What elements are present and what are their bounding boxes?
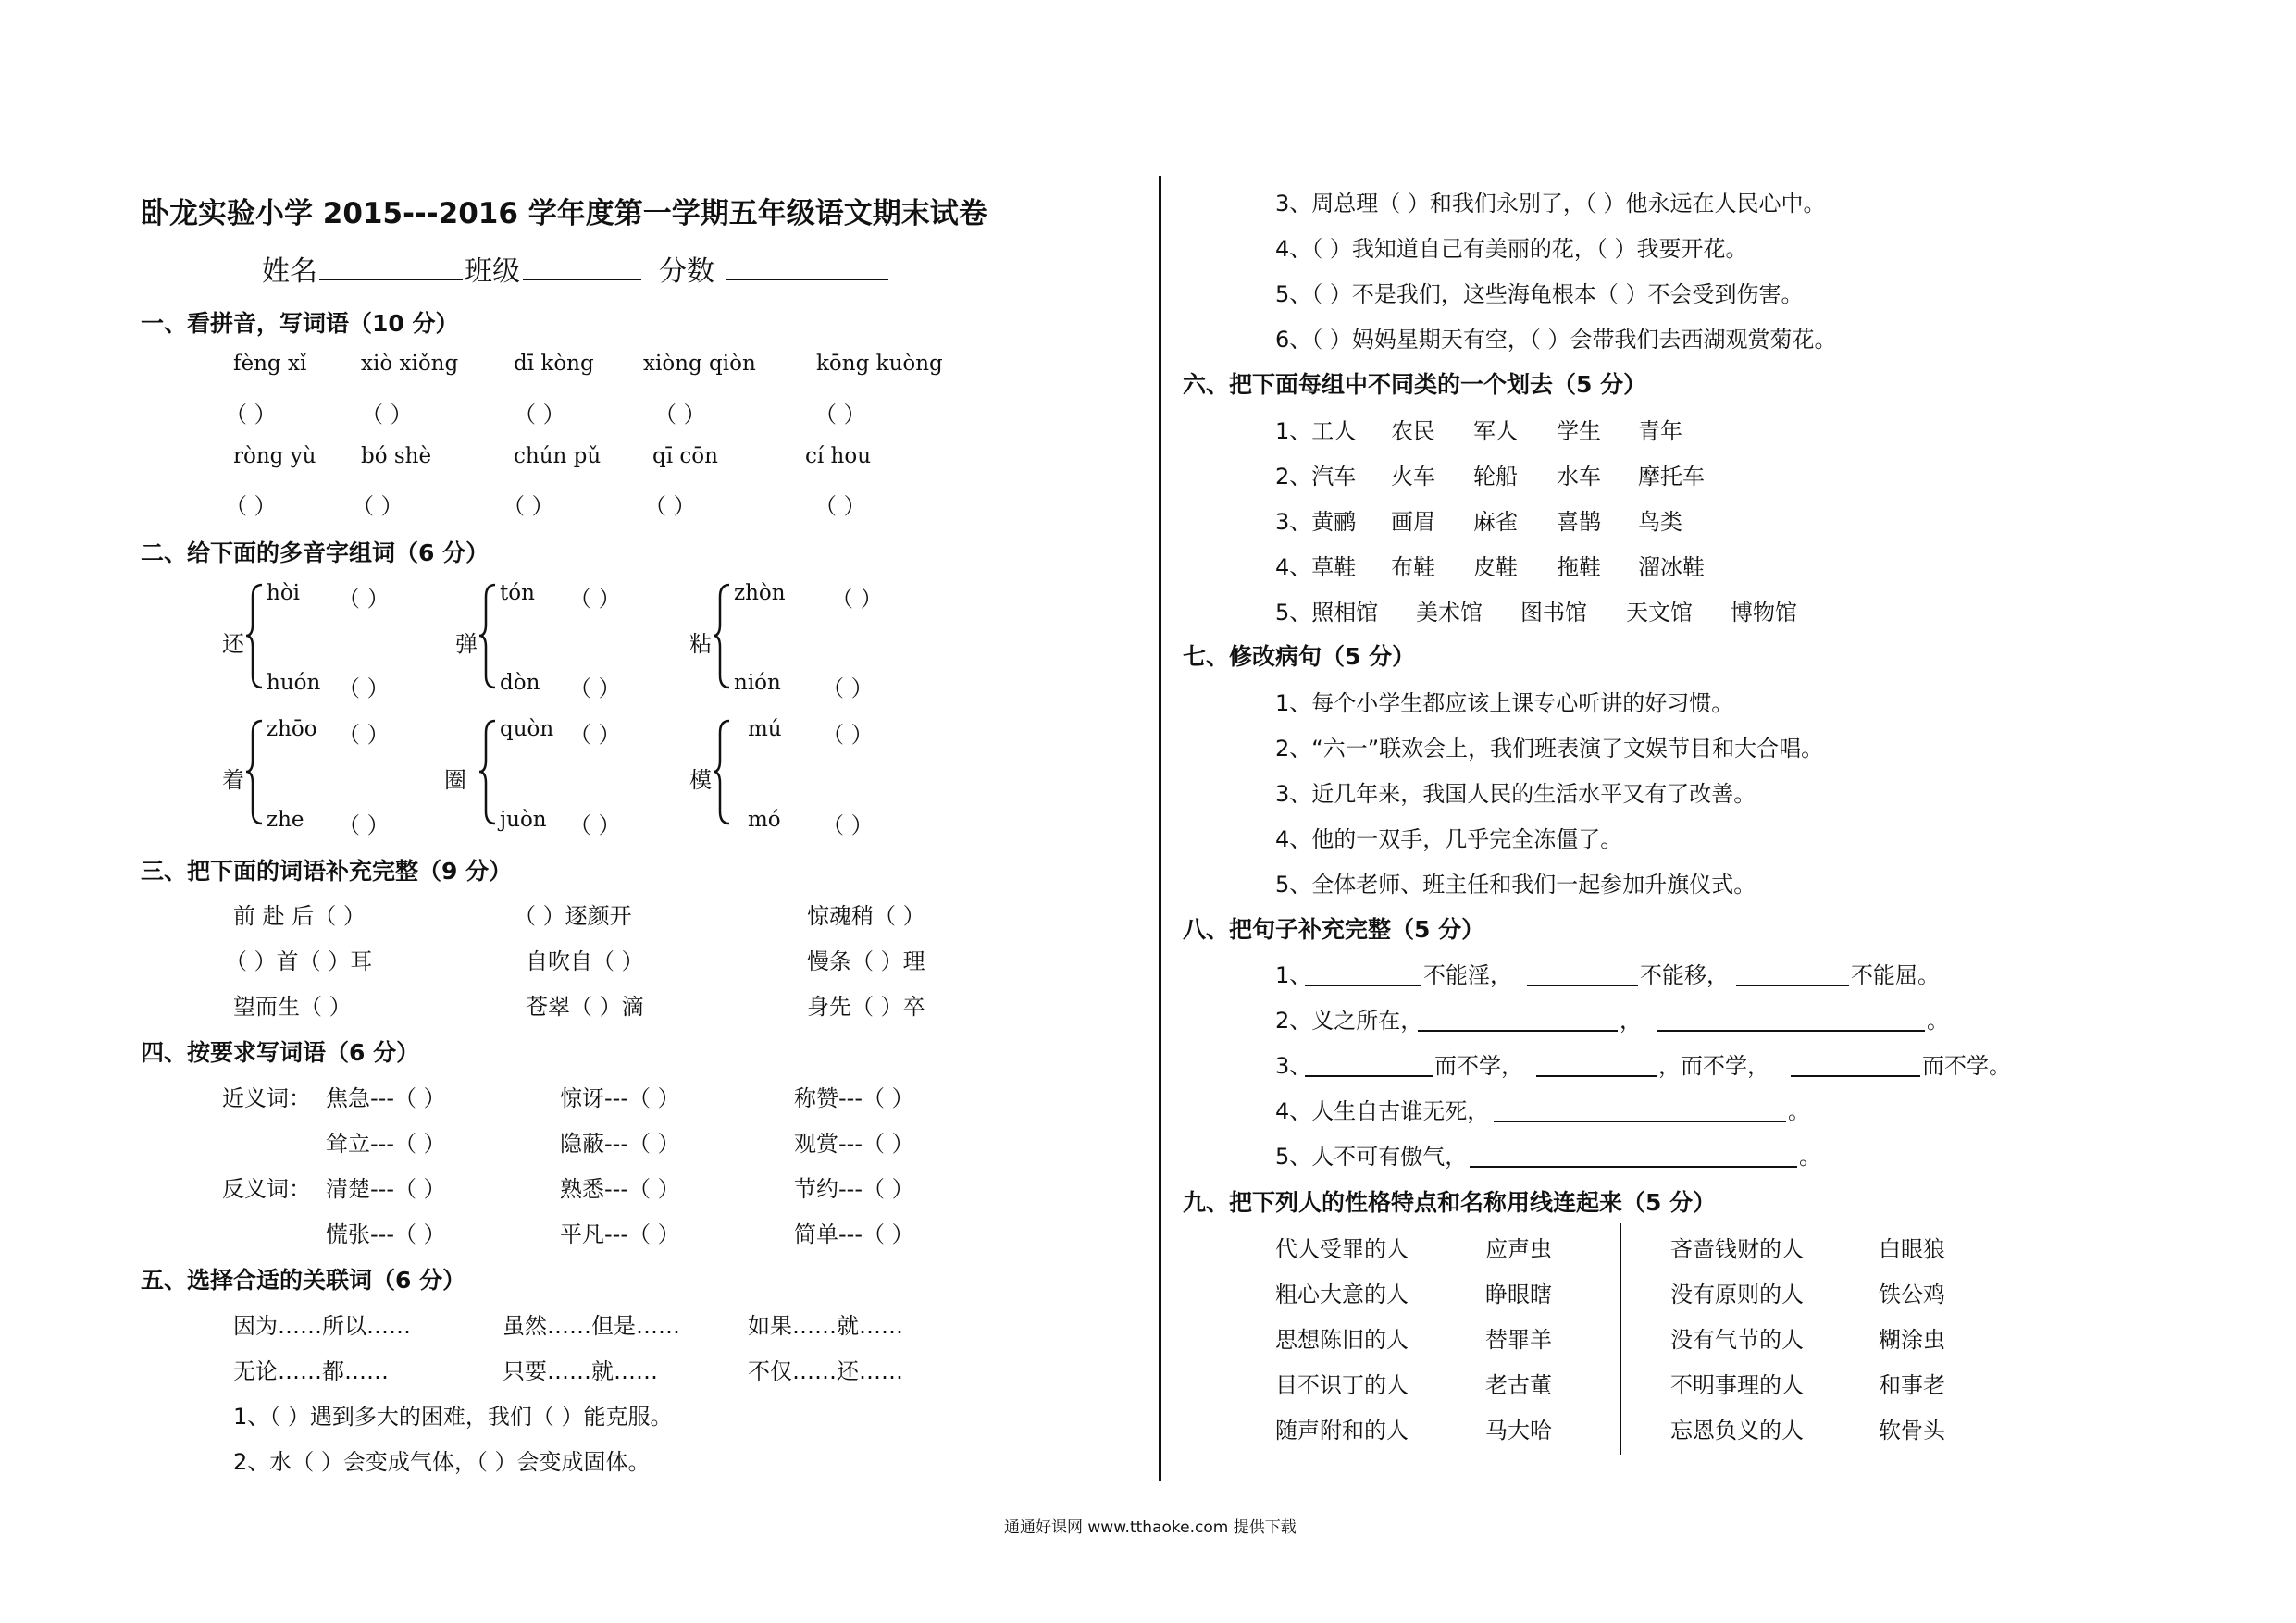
polyphone-char: 着 (222, 767, 244, 793)
answer-paren[interactable]: （ ） (338, 675, 390, 701)
group-item[interactable]: 摩托车 (1638, 464, 1705, 489)
nickname-item[interactable]: 老古董 (1485, 1372, 1552, 1398)
pinyin-top: quòn (500, 717, 554, 741)
word-item[interactable]: 慌张---（ ） (326, 1221, 446, 1247)
question-item[interactable]: 4、（ ）我知道自己有美丽的花，（ ）我要开花。 (1275, 236, 1748, 262)
idiom-item[interactable]: 慢条（ ）理 (807, 948, 925, 974)
word-item[interactable]: 清楚---（ ） (326, 1176, 446, 1202)
question-item[interactable]: 5、（ ）不是我们，这些海龟根本（ ）不会受到伤害。 (1275, 281, 1804, 307)
idiom-item[interactable]: 自吹自（ ） (526, 948, 644, 974)
fill-blank[interactable] (1305, 1075, 1433, 1077)
nickname-item[interactable]: 白眼狼 (1879, 1236, 1945, 1262)
answer-paren[interactable]: （ ） (338, 586, 390, 612)
pinyin-item: fèng xǐ (233, 352, 307, 376)
polyphone-char: 模 (689, 767, 712, 793)
conjunction-pair: 如果……就…… (748, 1313, 903, 1339)
section-2-heading: 二、给下面的多音字组词（6 分） (141, 539, 490, 566)
answer-paren[interactable]: （ ） (644, 493, 696, 519)
pinyin-bottom: nión (734, 671, 781, 695)
idiom-item[interactable]: （ ）首（ ）耳 (225, 948, 373, 974)
pinyin-top: zhōo (267, 717, 317, 741)
fill-text: 不能淫， (1423, 962, 1512, 988)
question-item[interactable]: 2、水（ ）会变成气体，（ ）会变成固体。 (233, 1449, 651, 1475)
fill-prefix: 5、人不可有傲气， (1275, 1144, 1468, 1170)
nickname-item[interactable]: 铁公鸡 (1879, 1282, 1945, 1307)
pinyin-top: tón (500, 581, 535, 605)
fill-text: 不能屈。 (1851, 962, 1940, 988)
answer-paren[interactable]: （ ） (569, 812, 621, 838)
answer-paren[interactable]: （ ） (569, 586, 621, 612)
pinyin-top: hòi (267, 581, 301, 605)
answer-paren[interactable]: （ ） (514, 402, 565, 427)
sentence-item[interactable]: 4、他的一双手，几乎完全冻僵了。 (1275, 826, 1623, 852)
answer-paren[interactable]: （ ） (225, 493, 277, 519)
nickname-item[interactable]: 睁眼瞎 (1485, 1282, 1552, 1307)
idiom-item[interactable]: 望而生（ ） (233, 994, 352, 1020)
trait-item[interactable]: 目不识丁的人 (1275, 1372, 1409, 1398)
conjunction-pair: 无论……都…… (233, 1358, 389, 1384)
name-label: 姓名 (262, 255, 317, 288)
group-item[interactable]: 天文馆 (1626, 600, 1693, 626)
score-label: 分数 (659, 255, 714, 288)
fill-blank[interactable] (1527, 985, 1638, 986)
question-item[interactable]: 6、（ ）妈妈星期天有空，（ ）会带我们去西湖观赏菊花。 (1275, 327, 1837, 353)
answer-paren[interactable]: （ ） (338, 722, 390, 748)
fill-blank[interactable] (1657, 1030, 1925, 1032)
group-item[interactable]: 2、汽车 (1275, 464, 1357, 489)
section-1-heading: 一、看拼音，写词语（10 分） (141, 310, 459, 337)
group-item[interactable]: 4、草鞋 (1275, 554, 1357, 580)
nickname-item[interactable]: 替罪羊 (1485, 1327, 1552, 1353)
idiom-item[interactable]: （ ）逐颜开 (514, 903, 632, 929)
sentence-item[interactable]: 3、近几年来，我国人民的生活水平又有了改善。 (1275, 781, 1756, 807)
section-6-heading: 六、把下面每组中不同类的一个划去（5 分） (1183, 371, 1647, 398)
name-blank[interactable] (319, 279, 463, 280)
group-item[interactable]: 火车 (1391, 464, 1435, 489)
pinyin-item: xiòng qiòn (643, 352, 756, 376)
pinyin-bottom: juòn (500, 808, 547, 832)
answer-paren[interactable]: （ ） (225, 402, 277, 427)
word-item[interactable]: 熟悉---（ ） (560, 1176, 680, 1202)
answer-paren[interactable]: （ ） (822, 722, 874, 748)
word-item[interactable]: 耸立---（ ） (326, 1131, 446, 1157)
group-item[interactable]: 麻雀 (1473, 509, 1518, 535)
pinyin-bottom: dòn (500, 671, 540, 695)
sentence-item[interactable]: 2、“六一”联欢会上，我们班表演了文娱节目和大合唱。 (1275, 736, 1824, 762)
brace-icon (478, 719, 497, 825)
brace-icon (713, 719, 731, 825)
group-item[interactable]: 5、照相馆 (1275, 600, 1379, 626)
group-item[interactable]: 青年 (1638, 418, 1682, 444)
page-title: 卧龙实验小学 2015---2016 学年度第一学期五年级语文期末试卷 (141, 197, 987, 230)
question-item[interactable]: 3、周总理（ ）和我们永别了，（ ）他永远在人民心中。 (1275, 191, 1826, 217)
answer-paren[interactable]: （ ） (503, 493, 554, 519)
pinyin-item: bó shè (361, 444, 432, 468)
pinyin-bottom: mó (748, 808, 781, 832)
class-blank[interactable] (523, 279, 641, 280)
answer-paren[interactable]: （ ） (352, 493, 403, 519)
trait-item[interactable]: 思想陈旧的人 (1275, 1327, 1409, 1353)
answer-paren[interactable]: （ ） (338, 812, 390, 838)
synonym-label: 近义词： (222, 1085, 311, 1111)
section-3-heading: 三、把下面的词语补充完整（9 分） (141, 858, 513, 885)
word-item[interactable]: 观赏---（ ） (794, 1131, 914, 1157)
answer-paren[interactable]: （ ） (569, 675, 621, 701)
class-label: 班级 (465, 255, 520, 288)
group-item[interactable]: 水车 (1557, 464, 1601, 489)
answer-paren[interactable]: （ ） (822, 675, 874, 701)
fill-text: 。 (1788, 1098, 1810, 1124)
polyphone-char: 粘 (689, 631, 712, 657)
pinyin-item: chún pǔ (514, 444, 602, 468)
word-item[interactable]: 平凡---（ ） (560, 1221, 680, 1247)
group-item[interactable]: 画眉 (1391, 509, 1435, 535)
word-item[interactable]: 节约---（ ） (794, 1176, 914, 1202)
pinyin-item: cí hou (805, 444, 872, 468)
group-item[interactable]: 喜鹊 (1557, 509, 1601, 535)
group-item[interactable]: 鸟类 (1638, 509, 1682, 535)
fill-blank[interactable] (1736, 985, 1849, 986)
trait-item[interactable]: 不明事理的人 (1670, 1372, 1804, 1398)
fill-blank[interactable] (1536, 1075, 1657, 1077)
group-item[interactable]: 溜冰鞋 (1638, 554, 1705, 580)
pinyin-bottom: huón (267, 671, 321, 695)
trait-item[interactable]: 随声附和的人 (1275, 1418, 1409, 1443)
brace-icon (245, 583, 264, 689)
word-item[interactable]: 称赞---（ ） (794, 1085, 914, 1111)
nickname-item[interactable]: 马大哈 (1485, 1418, 1552, 1443)
trait-item[interactable]: 粗心大意的人 (1275, 1282, 1409, 1307)
trait-item[interactable]: 吝啬钱财的人 (1670, 1236, 1804, 1262)
polyphone-char: 弹 (455, 631, 478, 657)
nickname-item[interactable]: 软骨头 (1879, 1418, 1945, 1443)
group-item[interactable]: 学生 (1557, 418, 1601, 444)
fill-prefix: 4、人生自古谁无死， (1275, 1098, 1490, 1124)
nickname-item[interactable]: 应声虫 (1485, 1236, 1552, 1262)
section-7-heading: 七、修改病句（5 分） (1183, 643, 1416, 670)
trait-item[interactable]: 忘恩负义的人 (1670, 1418, 1804, 1443)
pinyin-item: xiò xiǒng (361, 352, 459, 376)
word-item[interactable]: 简单---（ ） (794, 1221, 914, 1247)
group-item[interactable]: 3、黄鹂 (1275, 509, 1357, 535)
answer-paren[interactable]: （ ） (831, 586, 883, 612)
fill-text: ， (1620, 1008, 1642, 1034)
fill-prefix: 2、义之所在， (1275, 1008, 1423, 1034)
score-blank[interactable] (726, 279, 888, 280)
group-item[interactable]: 1、工人 (1275, 418, 1357, 444)
fill-text: 。 (1799, 1144, 1821, 1170)
brace-icon (713, 583, 731, 689)
pinyin-item: dī kòng (514, 352, 594, 376)
idiom-item[interactable]: 苍翠（ ）滴 (526, 994, 644, 1020)
polyphone-char: 还 (222, 631, 244, 657)
pinyin-item: qī cōn (652, 444, 718, 468)
answer-paren[interactable]: （ ） (822, 812, 874, 838)
trait-item[interactable]: 没有原则的人 (1670, 1282, 1804, 1307)
pinyin-item: ròng yù (233, 444, 316, 468)
conjunction-pair: 不仅……还…… (748, 1358, 903, 1384)
fill-blank[interactable] (1305, 985, 1421, 986)
footer-source: 通通好课网 www.tthaoke.com 提供下载 (1004, 1518, 1297, 1537)
fill-blank[interactable] (1470, 1166, 1797, 1168)
fill-text: 而不学。 (1922, 1053, 2011, 1079)
fill-text: ，而不学， (1658, 1053, 1769, 1079)
nickname-item[interactable]: 和事老 (1879, 1372, 1945, 1398)
sentence-item[interactable]: 5、全体老师、班主任和我们一起参加升旗仪式。 (1275, 872, 1756, 898)
trait-item[interactable]: 没有气节的人 (1670, 1327, 1804, 1353)
conjunction-pair: 虽然……但是…… (503, 1313, 680, 1339)
idiom-item[interactable]: 身先（ ）卒 (807, 994, 925, 1020)
fill-blank[interactable] (1791, 1075, 1920, 1077)
group-item[interactable]: 皮鞋 (1473, 554, 1518, 580)
section-9-heading: 九、把下列人的性格特点和名称用线连起来（5 分） (1183, 1189, 1717, 1216)
fill-text: 。 (1927, 1008, 1949, 1034)
word-item[interactable]: 惊讶---（ ） (560, 1085, 680, 1111)
fill-text: 不能移， (1640, 962, 1729, 988)
group-item[interactable]: 图书馆 (1520, 600, 1587, 626)
answer-paren[interactable]: （ ） (654, 402, 706, 427)
pinyin-top: zhòn (734, 581, 786, 605)
fill-blank[interactable] (1494, 1121, 1786, 1122)
conjunction-pair: 因为……所以…… (233, 1313, 411, 1339)
word-item[interactable]: 焦急---（ ） (326, 1085, 446, 1111)
column-divider (1159, 176, 1161, 1481)
word-item[interactable]: 隐蔽---（ ） (560, 1131, 680, 1157)
polyphone-char: 圈 (444, 767, 466, 793)
brace-icon (245, 719, 264, 825)
pinyin-item: kōng kuòng (816, 352, 943, 376)
conjunction-pair: 只要……就…… (503, 1358, 658, 1384)
group-item[interactable]: 布鞋 (1391, 554, 1435, 580)
idiom-item[interactable]: 前 赴 后（ ） (233, 903, 366, 929)
nickname-item[interactable]: 糊涂虫 (1879, 1327, 1945, 1353)
group-item[interactable]: 拖鞋 (1557, 554, 1601, 580)
answer-paren[interactable]: （ ） (814, 493, 866, 519)
group-item[interactable]: 博物馆 (1731, 600, 1797, 626)
section-8-heading: 八、把句子补充完整（5 分） (1183, 916, 1485, 943)
question-item[interactable]: 1、（ ）遇到多大的困难，我们（ ）能克服。 (233, 1404, 673, 1430)
idiom-item[interactable]: 惊魂稍（ ） (807, 903, 925, 929)
antonym-label: 反义词： (222, 1176, 311, 1202)
pinyin-bottom: zhe (267, 808, 304, 832)
answer-paren[interactable]: （ ） (361, 402, 413, 427)
group-item[interactable]: 美术馆 (1416, 600, 1483, 626)
group-item[interactable]: 农民 (1391, 418, 1435, 444)
trait-item[interactable]: 代人受罪的人 (1275, 1236, 1409, 1262)
match-divider (1620, 1223, 1621, 1455)
answer-paren[interactable]: （ ） (569, 722, 621, 748)
brace-icon (478, 583, 497, 689)
fill-prefix: 3、 (1275, 1053, 1312, 1079)
fill-text: 而不学， (1434, 1053, 1523, 1079)
fill-blank[interactable] (1418, 1030, 1618, 1032)
sentence-item[interactable]: 1、每个小学生都应该上课专心听讲的好习惯。 (1275, 690, 1734, 716)
section-5-heading: 五、选择合适的关联词（6 分） (141, 1267, 466, 1294)
section-4-heading: 四、按要求写词语（6 分） (141, 1039, 420, 1066)
group-item[interactable]: 军人 (1473, 418, 1518, 444)
group-item[interactable]: 轮船 (1473, 464, 1518, 489)
fill-prefix: 1、 (1275, 962, 1312, 988)
pinyin-top: mú (748, 717, 782, 741)
answer-paren[interactable]: （ ） (814, 402, 866, 427)
